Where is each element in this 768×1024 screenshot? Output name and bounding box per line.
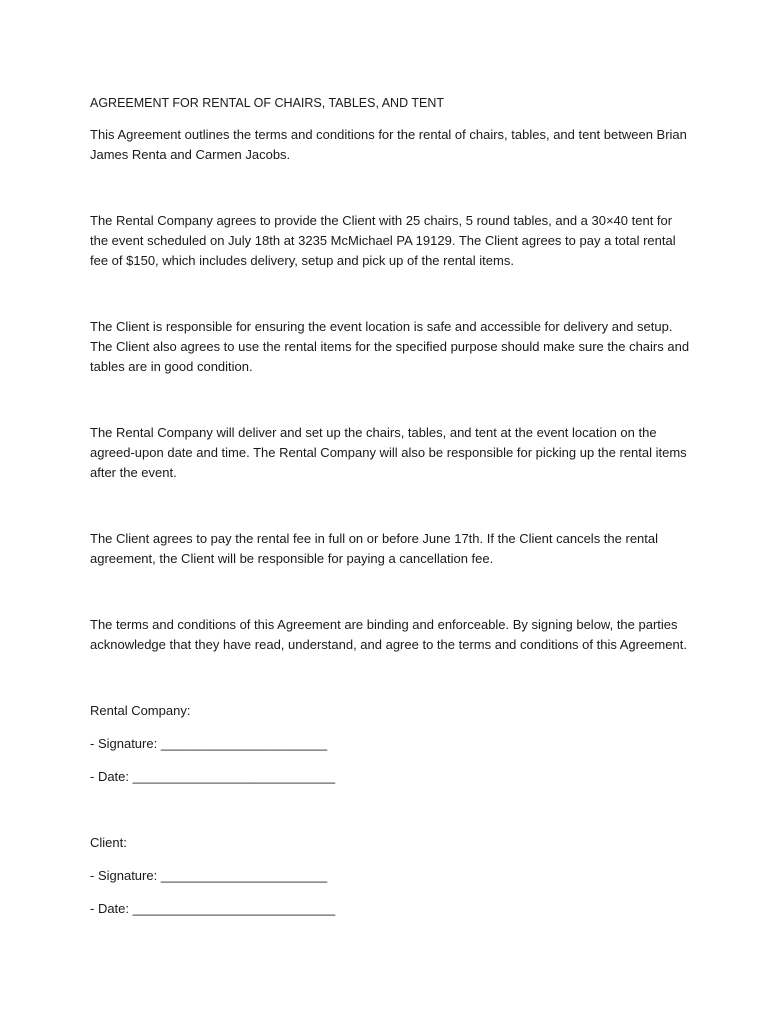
rental-company-heading: Rental Company: — [90, 703, 191, 718]
client-signature-block — [90, 833, 690, 919]
document-title: AGREEMENT FOR RENTAL OF CHAIRS, TABLES, AND TENT — [90, 96, 444, 110]
client-signature-line: - Signature: _______________________ — [90, 868, 328, 883]
paragraph-rental-terms: The Rental Company agrees to provide the Client with 25 chairs, 5 round tables, and a 30×40 tent for the event scheduled on July 18th at 3235 McMichael PA 19129. The Client agrees to pay a total rental fee of $150, which includes delivery, setup and pick up of the rental items. — [90, 213, 676, 268]
rental-company-signature-block — [90, 701, 690, 787]
paragraph-client-responsibility: The Client is responsible for ensuring the event location is safe and accessible for delivery and setup. The Client also agrees to use the rental items for the specified purpose should make sure the chairs and tables are in good condition. — [90, 319, 690, 374]
agreement-body — [90, 93, 690, 919]
paragraph-delivery: The Rental Company will deliver and set up the chairs, tables, and tent at the event location on the agreed-upon date and time. The Rental Company will also be responsible for picking up the rental items after the event. — [90, 425, 687, 480]
paragraph-intro: This Agreement outlines the terms and conditions for the rental of chairs, tables, and tent between Brian James Renta and Carmen Jacobs. — [90, 127, 687, 162]
paragraph-payment: The Client agrees to pay the rental fee in full on or before June 17th. If the Client cancels the rental agreement, the Client will be responsible for paying a cancellation fee. — [90, 531, 659, 566]
rental-company-date-line: - Date: ____________________________ — [90, 769, 336, 784]
rental-company-signature-line: - Signature: _______________________ — [90, 736, 328, 751]
client-heading: Client: — [90, 835, 127, 850]
paragraph-binding-terms: The terms and conditions of this Agreement are binding and enforceable. By signing below, the parties acknowledge that they have read, understand, and agree to the terms and conditions of this Agreement. — [90, 617, 687, 652]
client-date-line: - Date: ____________________________ — [90, 901, 336, 916]
